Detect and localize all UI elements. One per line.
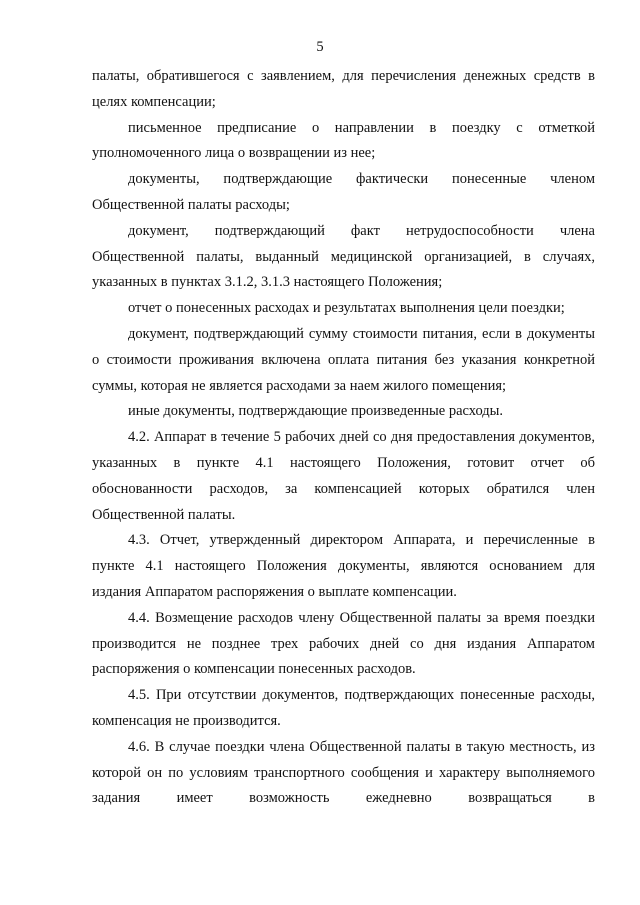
- paragraph: письменное предписание о направлении в поездку с отметкой уполномоченного лица о возвращении из нее;: [92, 119, 595, 162]
- paragraph: документы, подтверждающие фактически понесенные членом Общественной палаты расходы;: [92, 171, 595, 213]
- paragraph: документ, подтверждающий сумму стоимости питания, если в документы о стоимости проживания включена оплата питания без указания конкретной суммы, которая не является расходами за наем жилого помещения;: [92, 325, 595, 394]
- paragraph-4-2: 4.2. Аппарат в течение 5 рабочих дней со дня предоставления документов, указанных в пункте 4.1 настоящего Положения, готовит отчет об обоснованности расходов, за компенсацией которых обратился член Общественной палаты.: [92, 429, 595, 523]
- page-number: 5: [316, 39, 324, 55]
- paragraph: документ, подтверждающий факт нетрудоспособности члена Общественной палаты, выданный медицинской организацией, в случаях, указанных в пунктах 3.1.2, 3.1.3 настоящего Положения;: [92, 222, 595, 291]
- paragraph: отчет о понесенных расходах и результатах выполнения цели поездки;: [128, 300, 565, 317]
- paragraph-4-4: 4.4. Возмещение расходов члену Общественной палаты за время поездки производится не позднее трех рабочих дней со дня издания Аппаратом распоряжения о компенсации понесенных расходов.: [92, 609, 595, 678]
- paragraph-4-3: 4.3. Отчет, утвержденный директором Аппарата, и перечисленные в пункте 4.1 настоящего Положения документы, являются основанием для издания Аппаратом распоряжения о выплате компенсации.: [92, 532, 595, 600]
- document-body: [92, 64, 595, 812]
- paragraph: иные документы, подтверждающие произведенные расходы.: [128, 403, 504, 420]
- paragraph-4-6: 4.6. В случае поездки члена Общественной палаты в такую местность, из которой он по условиям транспортного сообщения и характеру выполняемого задания имеет возможность ежедневно возвращаться в: [92, 738, 595, 807]
- paragraph-4-5: 4.5. При отсутствии документов, подтверждающих понесенные расходы, компенсация не производится.: [92, 687, 595, 729]
- paragraph: палаты, обратившегося с заявлением, для перечисления денежных средств в целях компенсации;: [92, 68, 595, 110]
